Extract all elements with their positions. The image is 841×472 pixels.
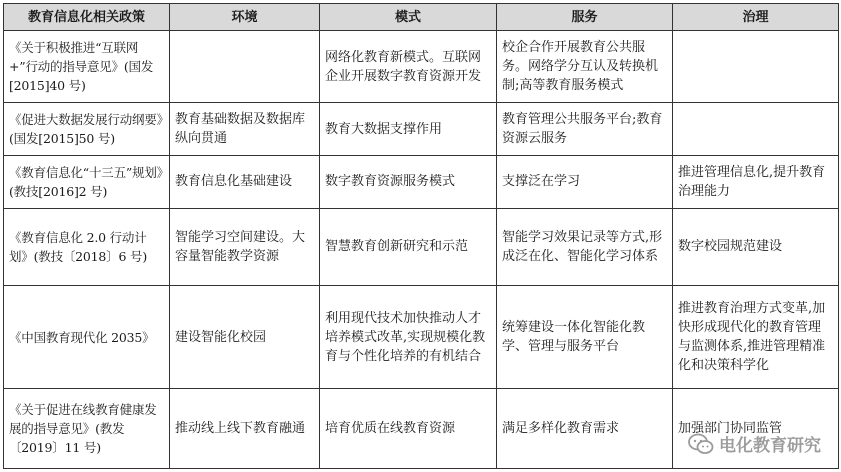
governance-cell (673, 31, 839, 103)
header-governance: 治理 (673, 4, 839, 31)
policy-cell: 《教育信息化“十三五”规划》(教技[2016]2 号) (4, 155, 170, 208)
table-row (4, 31, 839, 103)
governance-cell: 加强部门协同监管 (673, 389, 839, 469)
model-cell: 网络化教育新模式。互联网企业开展数字教育资源开发 (320, 31, 497, 103)
model-cell: 培育优质在线教育资源 (320, 389, 497, 469)
policy-cell: 《促进大数据发展行动纲要》(国发[2015]50 号) (4, 103, 170, 155)
environment-cell: 教育信息化基础建设 (170, 155, 320, 208)
header-model: 模式 (320, 4, 497, 31)
policy-cell: 《关于促进在线教育健康发展的指导意见》(教发〔2019〕11 号) (4, 389, 170, 469)
model-cell: 利用现代技术加快推动人才培养模式改革,实现规模化教育与个性化培养的有机结合 (320, 286, 497, 389)
table-row (4, 286, 839, 389)
governance-cell (673, 103, 839, 155)
watermark-text: 电化教育研究 (719, 436, 821, 456)
policy-cell: 《教育信息化 2.0 行动计划》(教技〔2018〕6 号) (4, 208, 170, 286)
service-cell: 智能学习效果记录等方式,形成泛在化、智能化学习体系 (497, 208, 673, 286)
service-cell: 支撑泛在学习 (497, 155, 673, 208)
service-cell: 满足多样化教育需求 (497, 389, 673, 469)
governance-cell: 数字校园规范建设 (673, 208, 839, 286)
service-cell: 校企合作开展教育公共服务。网络学分互认及转换机制;高等教育服务模式 (497, 31, 673, 103)
table-row (4, 155, 839, 208)
header-policy: 教育信息化相关政策 (4, 4, 170, 31)
table-row (4, 389, 839, 469)
table-row (4, 208, 839, 286)
table-row (4, 103, 839, 155)
governance-cell: 推进教育治理方式变革,加快形成现代化的教育管理与监测体系,推进管理精准化和决策科学化 (673, 286, 839, 389)
environment-cell (170, 31, 320, 103)
environment-cell: 智能学习空间建设。大容量智能教学资源 (170, 208, 320, 286)
environment-cell: 推动线上线下教育融通 (170, 389, 320, 469)
service-cell: 教育管理公共服务平台;教育资源云服务 (497, 103, 673, 155)
policy-table (3, 3, 839, 469)
wechat-icon (688, 433, 714, 455)
policy-cell: 《关于积极推进“互联网+”行动的指导意见》(国发[2015]40 号) (4, 31, 170, 103)
model-cell: 智慧教育创新研究和示范 (320, 208, 497, 286)
environment-cell: 建设智能化校园 (170, 286, 320, 389)
governance-cell: 推进管理信息化,提升教育治理能力 (673, 155, 839, 208)
service-cell: 统筹建设一体化智能化教学、管理与服务平台 (497, 286, 673, 389)
environment-cell: 教育基础数据及数据库纵向贯通 (170, 103, 320, 155)
model-cell: 教育大数据支撑作用 (320, 103, 497, 155)
header-environment: 环境 (170, 4, 320, 31)
header-row (4, 4, 839, 31)
watermark (688, 431, 821, 456)
header-service: 服务 (497, 4, 673, 31)
policy-cell: 《中国教育现代化 2035》 (4, 286, 170, 389)
model-cell: 数字教育资源服务模式 (320, 155, 497, 208)
